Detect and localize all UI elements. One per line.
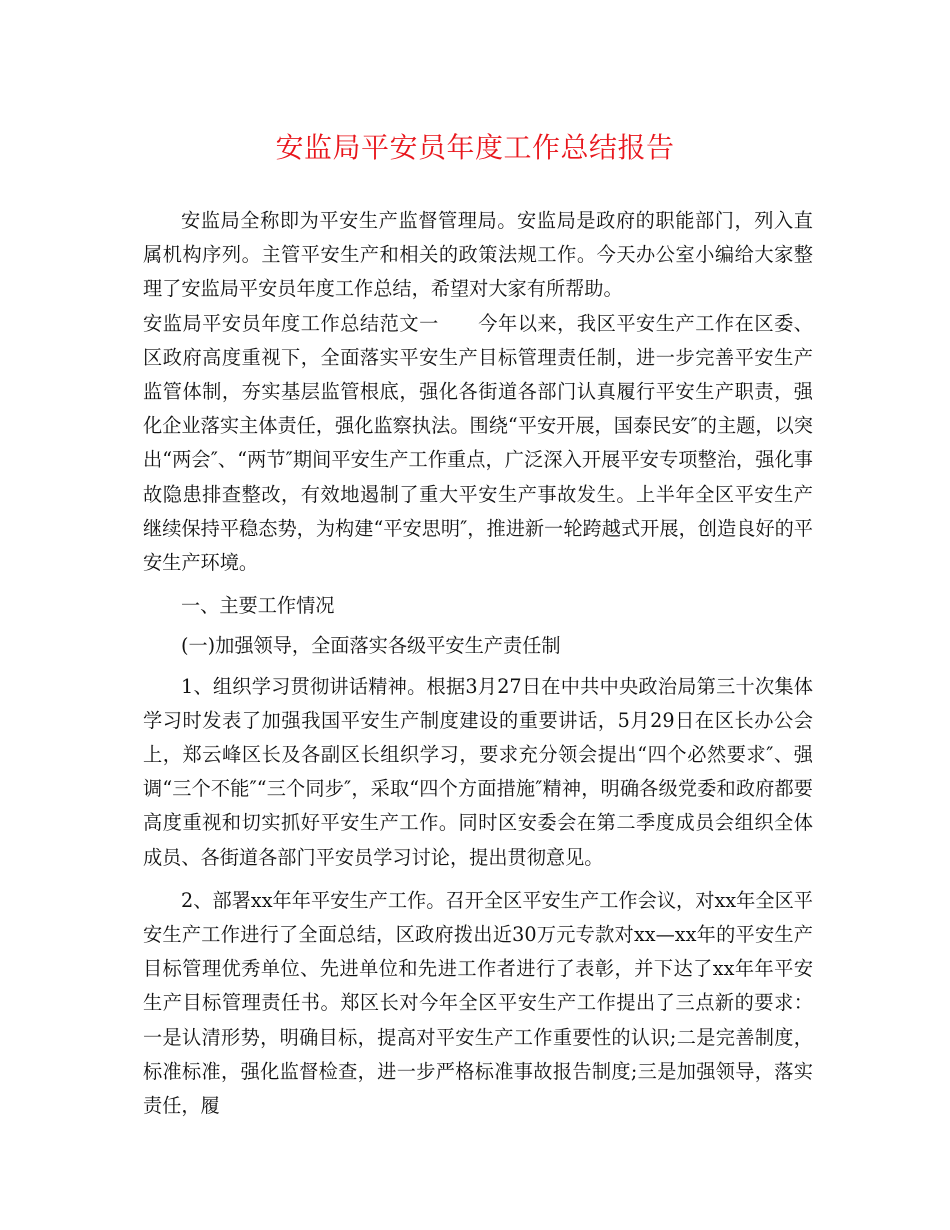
intro-paragraph: 安监局全称即为平安生产监督管理局。安监局是政府的职能部门，列入直属机构序列。主管平安生产和相关的政策法规工作。今天办公室小编给大家整理了安监局平安员年度工作总结，希望对大家有所帮助。 bbox=[143, 209, 813, 301]
subsection-heading: (一)加强领导，全面落实各级平安生产责任制 bbox=[181, 634, 561, 658]
item-paragraph-2: 2、部署xx年年平安生产工作。召开全区平安生产工作会议，对xx年全区平安生产工作进行了全面总结，区政府拨出近30万元专款对xx—xx年的平安生产目标管理优秀单位、先进单位和先进工作者进行了表彰，并下达了xx年年平安生产目标管理责任书。郑区长对今年全区平安生产工作提出了三点新的要求：一是认清形势，明确目标，提高对平安生产工作重要性的认识;二是完善制度，标准标准，强化监督检查，进一步严格标准事故报告制度;三是加强领导，落实责任，履 bbox=[143, 888, 813, 1118]
document-body bbox=[143, 204, 813, 1123]
item-paragraph-1: 1、组织学习贯彻讲话精神。根据3月27日在中共中央政治局第三十次集体学习时发表了加强我国平安生产制度建设的重要讲话，5月29日在区长办公会上，郑云峰区长及各副区长组织学习，要求充分领会提出“四个必然要求″、强调“三个不能″“三个同步″，采取“四个方面措施″精神，明确各级党委和政府都要高度重视和切实抓好平安生产工作。同时区安委会在第二季度成员会组织全体成员、各街道各部门平安员学习讨论，提出贯彻意见。 bbox=[143, 674, 813, 869]
section-heading: 一、主要工作情况 bbox=[181, 594, 335, 618]
example-paragraph: 安监局平安员年度工作总结范文一 今年以来，我区平安生产工作在区委、区政府高度重视下，全面落实平安生产目标管理责任制，进一步完善平安生产监管体制，夯实基层监管根底，强化各街道各部门认真履行平安生产职责，强化企业落实主体责任，强化监察执法。围绕“平安开展，国泰民安″的主题，以突出“两会″、“两节″期间平安生产工作重点，广泛深入开展平安专项整治，强化事故隐患排查整改，有效地遏制了重大平安生产事故发生。上半年全区平安生产继续保持平稳态势，为构建“平安思明″，推进新一轮跨越式开展，创造良好的平安生产环境。 bbox=[143, 311, 813, 575]
document-title: 安监局平安员年度工作总结报告 bbox=[275, 131, 675, 164]
